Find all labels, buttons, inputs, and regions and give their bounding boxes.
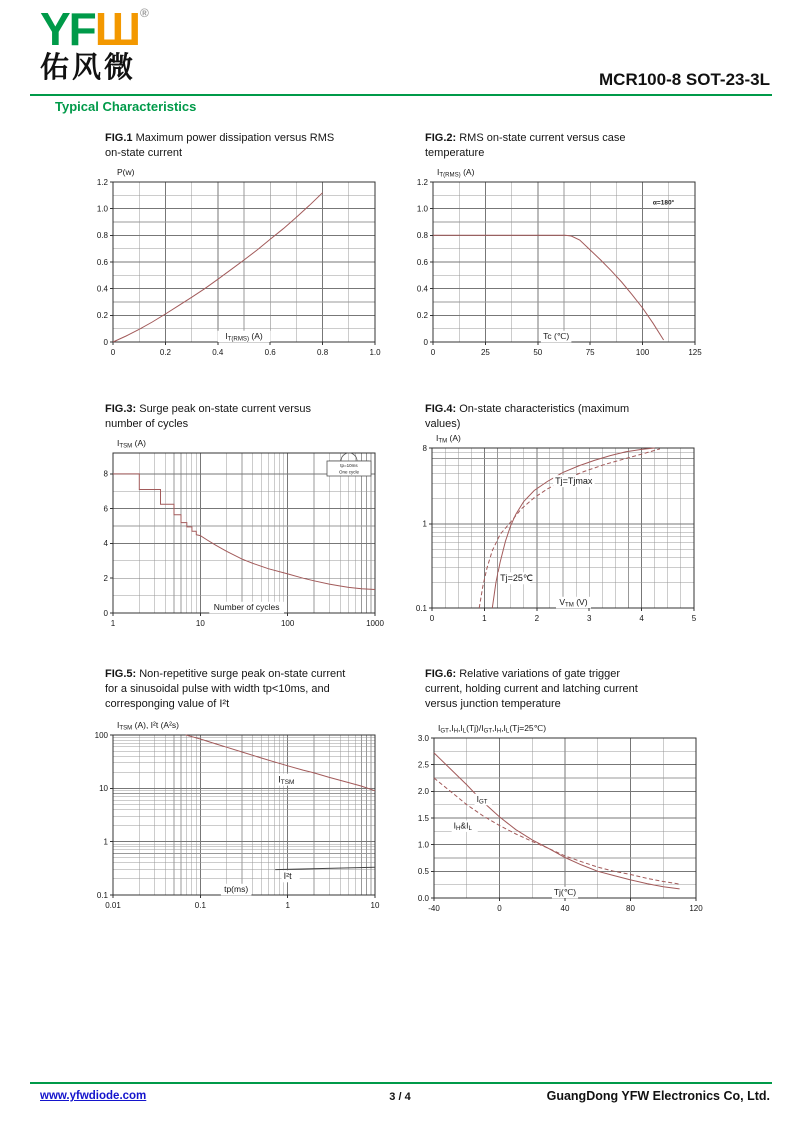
chart-svg (405, 160, 721, 372)
fig3-title-line1: Surge peak on-state current versus (136, 403, 312, 415)
svg-text:0: 0 (103, 608, 108, 618)
fig4-title-line1: On-state characteristics (maximum (456, 403, 630, 415)
company-name: GuangDong YFW Electronics Co, Ltd. (546, 1089, 770, 1103)
svg-text:2: 2 (103, 574, 108, 584)
svg-text:0: 0 (103, 337, 108, 347)
fig5-label: FIG.5: (105, 668, 137, 680)
svg-text:IGT,IH,IL(Tj)/IGT,IH,IL(Tj=25℃: IGT,IH,IL(Tj)/IGT,IH,IL(Tj=25℃) (438, 723, 547, 735)
logo-text-orange: Ш (94, 3, 141, 55)
registered-trademark-icon: ® (140, 6, 149, 20)
svg-text:0: 0 (423, 337, 428, 347)
svg-text:1.0: 1.0 (416, 204, 428, 214)
website-link[interactable]: www.yfwdiode.com (40, 1090, 147, 1102)
svg-text:0: 0 (110, 348, 116, 357)
svg-text:Number of cycles: Number of cycles (213, 602, 280, 612)
chart-svg (404, 426, 720, 638)
svg-text:1.2: 1.2 (96, 177, 108, 187)
svg-text:0.0: 0.0 (417, 893, 429, 903)
footer-divider (30, 1082, 772, 1084)
svg-text:1: 1 (103, 837, 108, 847)
svg-text:25: 25 (480, 348, 490, 357)
svg-text:ITSM (A), I²t (A²s): ITSM (A), I²t (A²s) (117, 720, 179, 732)
svg-text:0.01: 0.01 (105, 901, 121, 910)
svg-text:0.4: 0.4 (96, 284, 108, 294)
fig6-title (425, 667, 697, 712)
svg-text:10: 10 (370, 901, 380, 910)
svg-text:2.5: 2.5 (417, 760, 429, 770)
svg-text:75: 75 (585, 348, 595, 357)
fig6-chart (406, 716, 722, 933)
svg-text:0.1: 0.1 (415, 603, 427, 613)
svg-text:α=180°: α=180° (652, 199, 675, 207)
svg-text:100: 100 (280, 619, 295, 628)
svg-text:0.8: 0.8 (416, 231, 428, 241)
fig2-title (425, 131, 697, 161)
fig1-title-line2: on-state current (105, 147, 183, 159)
svg-text:I²t: I²t (283, 870, 292, 881)
svg-text:P(w): P(w) (117, 167, 135, 177)
svg-text:4: 4 (103, 539, 108, 549)
fig1-label: FIG.1 (105, 132, 133, 144)
svg-text:1: 1 (482, 614, 487, 623)
svg-text:1.0: 1.0 (369, 348, 381, 357)
part-number: MCR100-8 SOT-23-3L (599, 70, 770, 89)
svg-text:1.2: 1.2 (416, 177, 428, 187)
fig4-label: FIG.4: (425, 403, 457, 415)
svg-text:Tj=Tjmax: Tj=Tjmax (555, 475, 593, 486)
svg-text:1000: 1000 (366, 619, 384, 628)
svg-text:IT(RMS) (A): IT(RMS) (A) (225, 331, 263, 343)
svg-text:3: 3 (586, 614, 592, 623)
svg-text:VTM (V): VTM (V) (559, 597, 588, 609)
svg-text:2: 2 (534, 614, 540, 623)
svg-text:0.4: 0.4 (416, 284, 428, 294)
svg-text:0.8: 0.8 (317, 348, 329, 357)
svg-text:0.1: 0.1 (96, 890, 108, 900)
svg-text:IH&IL: IH&IL (453, 820, 472, 833)
svg-text:50: 50 (533, 348, 543, 357)
fig2-title-line1: RMS on-state current versus case (456, 132, 626, 144)
svg-text:tp(ms): tp(ms) (224, 884, 249, 894)
svg-text:One cycle: One cycle (338, 469, 360, 475)
svg-text:0.5: 0.5 (417, 867, 429, 877)
svg-text:0: 0 (497, 904, 502, 913)
fig1-title-line1: Maximum power dissipation versus RMS (132, 132, 335, 144)
svg-text:100: 100 (635, 348, 650, 357)
header-divider (30, 94, 772, 96)
fig3-chart (85, 431, 401, 648)
chart-svg (85, 431, 401, 643)
fig3-label: FIG.3: (105, 403, 137, 415)
fig4-chart (404, 426, 720, 643)
svg-text:IT(RMS) (A): IT(RMS) (A) (437, 167, 475, 179)
fig2-label: FIG.2: (425, 132, 457, 144)
svg-text:80: 80 (626, 904, 635, 913)
fig4-title-line2: values) (425, 418, 461, 430)
fig5-chart (85, 713, 401, 930)
logo-chinese-text: 佑风微 (40, 52, 137, 84)
svg-text:0.1: 0.1 (194, 901, 206, 910)
svg-text:Tj=25℃: Tj=25℃ (500, 572, 533, 583)
yfw-logo (40, 3, 149, 84)
fig6-title-line3: versus junction temperature (425, 698, 561, 710)
chart-svg (406, 716, 722, 928)
section-title: Typical Characteristics (55, 99, 197, 114)
svg-text:10: 10 (99, 784, 108, 794)
page-number: 3 / 4 (389, 1091, 411, 1103)
svg-text:1: 1 (285, 901, 290, 910)
svg-text:125: 125 (688, 348, 702, 357)
svg-text:Tj(℃): Tj(℃) (553, 887, 577, 897)
svg-text:1.0: 1.0 (96, 204, 108, 214)
fig6-title-line2: current, holding current and latching current (425, 683, 638, 695)
svg-text:0.2: 0.2 (159, 348, 171, 357)
svg-text:0.6: 0.6 (416, 257, 428, 267)
fig1-title (105, 131, 377, 161)
svg-text:2.0: 2.0 (417, 787, 429, 797)
svg-text:1: 1 (422, 519, 427, 529)
svg-text:tp=10ms: tp=10ms (340, 463, 358, 468)
chart-svg (85, 160, 401, 372)
fig5-title-line2: for a sinusoidal pulse with width tp<10ms, and (105, 683, 330, 695)
svg-text:1.0: 1.0 (417, 840, 429, 850)
fig3-title-line2: number of cycles (105, 418, 189, 430)
fig3-title (105, 402, 377, 432)
svg-text:0.6: 0.6 (96, 257, 108, 267)
svg-text:ITSM: ITSM (278, 774, 295, 786)
fig6-title-line1: Relative variations of gate trigger (456, 668, 621, 680)
svg-text:0.6: 0.6 (264, 348, 276, 357)
svg-text:3.0: 3.0 (417, 733, 429, 743)
svg-text:100: 100 (94, 730, 108, 740)
fig2-chart (405, 160, 721, 377)
svg-text:120: 120 (689, 904, 703, 913)
svg-text:Tc (℃): Tc (℃) (543, 331, 570, 341)
svg-text:0.8: 0.8 (96, 231, 108, 241)
svg-text:0.4: 0.4 (212, 348, 224, 357)
svg-text:8: 8 (103, 469, 108, 479)
fig2-title-line2: temperature (425, 147, 485, 159)
svg-text:ITSM (A): ITSM (A) (117, 438, 146, 450)
fig1-chart (85, 160, 401, 377)
svg-text:6: 6 (103, 504, 108, 514)
logo-text-green: YF (40, 3, 95, 55)
svg-text:-40: -40 (428, 904, 440, 913)
svg-text:5: 5 (691, 614, 697, 623)
svg-text:4: 4 (639, 614, 644, 623)
fig5-title-line1: Non-repetitive surge peak on-state current (136, 668, 346, 680)
svg-text:1: 1 (110, 619, 116, 628)
fig5-title (105, 667, 377, 712)
chart-svg (85, 713, 401, 925)
fig6-label: FIG.6: (425, 668, 457, 680)
svg-text:ITM (A): ITM (A) (436, 433, 461, 445)
svg-text:1.5: 1.5 (417, 813, 429, 823)
svg-text:8: 8 (422, 443, 427, 453)
svg-text:0: 0 (430, 348, 436, 357)
svg-text:0: 0 (429, 614, 435, 623)
fig5-title-line3: corresponging value of I²t (105, 698, 230, 710)
svg-text:IGT: IGT (476, 794, 488, 806)
svg-text:40: 40 (560, 904, 570, 913)
svg-text:10: 10 (195, 619, 205, 628)
svg-text:0.2: 0.2 (416, 311, 428, 321)
svg-text:0.2: 0.2 (96, 311, 108, 321)
